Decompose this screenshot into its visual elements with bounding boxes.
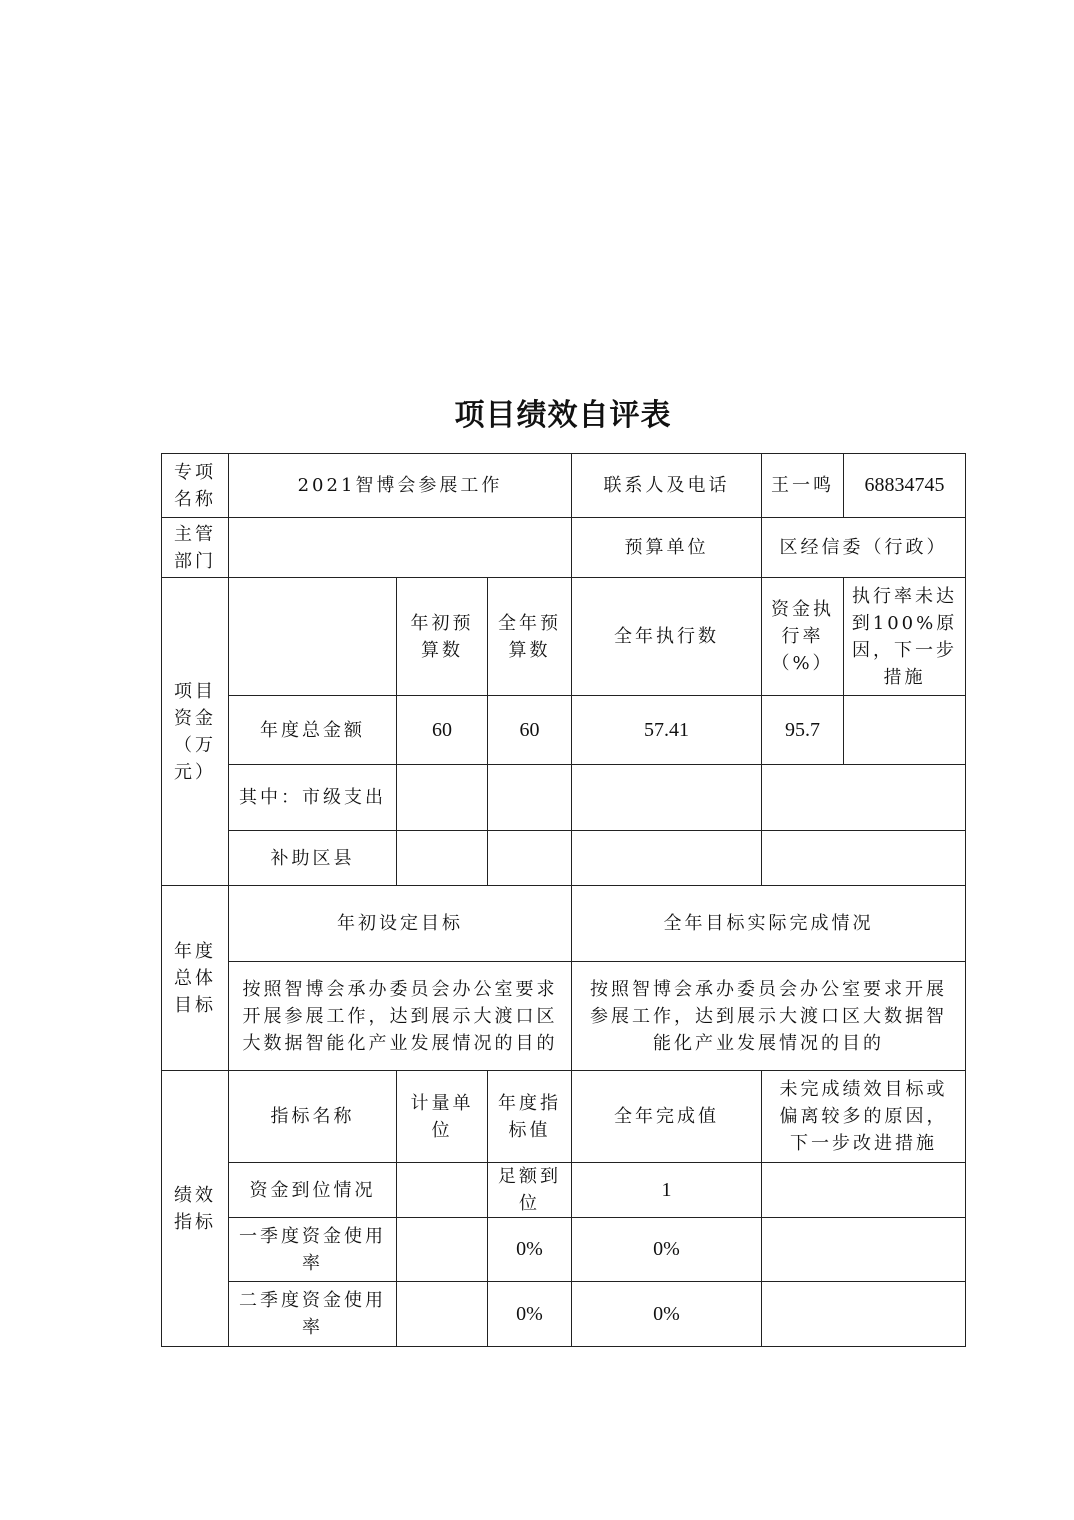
project-name: 2021智博会参展工作 bbox=[229, 454, 572, 518]
page-title: 项目绩效自评表 bbox=[454, 398, 672, 433]
funds-initial bbox=[397, 831, 488, 886]
funds-header-row bbox=[162, 578, 966, 696]
budget-unit-label: 预算单位 bbox=[572, 518, 762, 578]
budget-unit: 区经信委（行政） bbox=[762, 518, 966, 578]
goals-set-text: 按照智博会承办委员会办公室要求开展参展工作，达到展示大渡口区大数据智能化产业发展情况的目的 bbox=[229, 962, 572, 1071]
ind-reason bbox=[762, 1282, 966, 1347]
indicator-row bbox=[162, 1218, 966, 1282]
ind-target: 0% bbox=[488, 1282, 572, 1347]
ind-unit bbox=[397, 1218, 488, 1282]
funds-initial bbox=[397, 765, 488, 831]
funds-reason bbox=[844, 696, 966, 765]
funds-executed: 57.41 bbox=[572, 696, 762, 765]
goals-row bbox=[162, 962, 966, 1071]
contact-name: 王一鸣 bbox=[762, 454, 844, 518]
goals-actual-header: 全年目标实际完成情况 bbox=[572, 886, 966, 962]
ind-actual: 0% bbox=[572, 1282, 762, 1347]
dept-row bbox=[162, 518, 966, 578]
dept-value bbox=[229, 518, 572, 578]
contact-label: 联系人及电话 bbox=[572, 454, 762, 518]
ind-actual: 1 bbox=[572, 1163, 762, 1218]
indicator-row bbox=[162, 1163, 966, 1218]
dept-label: 主管部门 bbox=[162, 518, 229, 578]
ind-actual: 0% bbox=[572, 1218, 762, 1282]
ind-reason bbox=[762, 1163, 966, 1218]
goals-label: 年度总体目标 bbox=[162, 886, 229, 1071]
ind-reason bbox=[762, 1218, 966, 1282]
ind-header-name: 指标名称 bbox=[229, 1071, 397, 1163]
indicators-label: 绩效指标 bbox=[162, 1071, 229, 1347]
indicators-header-row bbox=[162, 1071, 966, 1163]
ind-header-reason: 未完成绩效目标或偏离较多的原因，下一步改进措施 bbox=[762, 1071, 966, 1163]
ind-header-target: 年度指标值 bbox=[488, 1071, 572, 1163]
funds-row-name: 其中：市级支出 bbox=[229, 765, 397, 831]
ind-header-unit: 计量单位 bbox=[397, 1071, 488, 1163]
ind-name: 资金到位情况 bbox=[229, 1163, 397, 1218]
funds-header-blank bbox=[229, 578, 397, 696]
goals-set-header: 年初设定目标 bbox=[229, 886, 572, 962]
funds-executed bbox=[572, 765, 762, 831]
funds-row bbox=[162, 696, 966, 765]
contact-phone: 68834745 bbox=[844, 454, 966, 518]
funds-row-name: 补助区县 bbox=[229, 831, 397, 886]
funds-rate: 95.7 bbox=[762, 696, 844, 765]
header-annual: 全年预算数 bbox=[488, 578, 572, 696]
header-reason: 执行率未达到100%原因，下一步措施 bbox=[844, 578, 966, 696]
ind-name: 一季度资金使用率 bbox=[229, 1218, 397, 1282]
funds-initial: 60 bbox=[397, 696, 488, 765]
funds-row bbox=[162, 831, 966, 886]
funds-annual: 60 bbox=[488, 696, 572, 765]
indicator-row bbox=[162, 1282, 966, 1347]
goals-actual-text: 按照智博会承办委员会办公室要求开展参展工作，达到展示大渡口区大数据智能化产业发展情况的目的 bbox=[572, 962, 966, 1071]
ind-name: 二季度资金使用率 bbox=[229, 1282, 397, 1347]
funds-annual bbox=[488, 831, 572, 886]
funds-row-name: 年度总金额 bbox=[229, 696, 397, 765]
ind-header-actual: 全年完成值 bbox=[572, 1071, 762, 1163]
header-executed: 全年执行数 bbox=[572, 578, 762, 696]
performance-table bbox=[161, 453, 966, 1347]
header-initial: 年初预算数 bbox=[397, 578, 488, 696]
ind-unit bbox=[397, 1282, 488, 1347]
funds-rate bbox=[762, 831, 966, 886]
ind-target: 0% bbox=[488, 1218, 572, 1282]
ind-target: 足额到位 bbox=[488, 1163, 572, 1218]
funds-executed bbox=[572, 831, 762, 886]
funds-annual bbox=[488, 765, 572, 831]
ind-unit bbox=[397, 1163, 488, 1218]
funds-row bbox=[162, 765, 966, 831]
project-name-label: 专项名称 bbox=[162, 454, 229, 518]
funds-label: 项目资金（万元） bbox=[162, 578, 229, 886]
project-row bbox=[162, 454, 966, 518]
header-rate: 资金执行率（%） bbox=[762, 578, 844, 696]
goals-header-row bbox=[162, 886, 966, 962]
funds-rate bbox=[762, 765, 966, 831]
